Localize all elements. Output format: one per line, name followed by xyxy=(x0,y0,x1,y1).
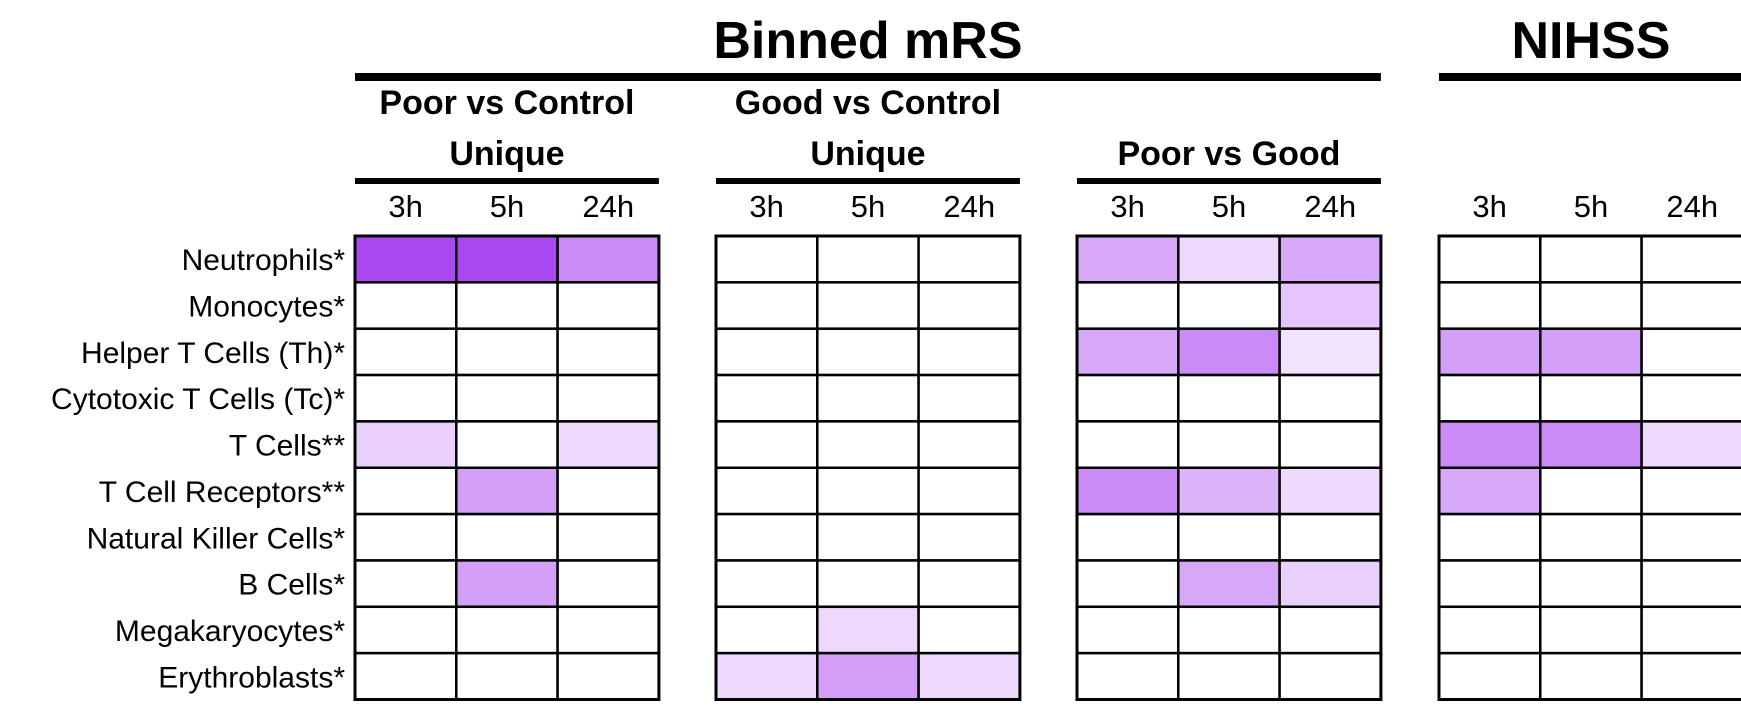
heatmap-cell xyxy=(1540,560,1641,606)
column-tick-label: 3h xyxy=(388,189,423,224)
heatmap-cell xyxy=(919,607,1020,653)
heatmap-cell xyxy=(1642,560,1741,606)
row-label: Monocytes* xyxy=(188,290,345,324)
heatmap-cell xyxy=(1540,236,1641,282)
column-tick-label: 5h xyxy=(489,189,525,224)
heatmap-cell xyxy=(817,236,918,282)
heatmap-cell xyxy=(919,514,1020,560)
heatmap-cell xyxy=(1178,421,1279,467)
heatmap-cell xyxy=(1077,421,1178,467)
heatmap-cell xyxy=(558,282,659,328)
column-tick-label: 5h xyxy=(850,189,886,224)
panel-subtitle: Poor vs Good xyxy=(1117,135,1341,173)
column-tick-label: 5h xyxy=(1211,189,1247,224)
heatmap-cell xyxy=(817,329,918,375)
heatmap-cell xyxy=(716,514,817,560)
heatmap-cell xyxy=(1642,607,1741,653)
heatmap-cell xyxy=(1280,282,1381,328)
heatmap-cell xyxy=(355,282,456,328)
heatmap-cell xyxy=(355,468,456,514)
heatmap-cell xyxy=(1280,375,1381,421)
heatmap-cell xyxy=(817,468,918,514)
column-tick-label: 5h xyxy=(1573,189,1609,224)
heatmap-cell xyxy=(716,236,817,282)
heatmap-cell xyxy=(817,653,918,699)
heatmap-cell xyxy=(1178,468,1279,514)
heatmap-cell xyxy=(1642,236,1741,282)
heatmap-cell xyxy=(1077,375,1178,421)
heatmap-cell xyxy=(919,236,1020,282)
heatmap-cell xyxy=(1540,375,1641,421)
heatmap-cell xyxy=(1439,236,1540,282)
heatmap-cell xyxy=(1077,560,1178,606)
heatmap-cell xyxy=(1540,514,1641,560)
heatmap-cell xyxy=(716,560,817,606)
heatmap-cell xyxy=(716,282,817,328)
panel-subtitle: Unique xyxy=(449,135,565,173)
heatmap-cell xyxy=(817,375,918,421)
heatmap-cell xyxy=(1540,282,1641,328)
heatmap-cell xyxy=(1439,421,1540,467)
panel-subtitle: Unique xyxy=(810,135,926,173)
heatmap-cell xyxy=(1178,375,1279,421)
row-label: B Cells* xyxy=(238,568,345,602)
heatmap-cell xyxy=(1280,236,1381,282)
row-label: Helper T Cells (Th)* xyxy=(81,336,345,370)
heatmap-cell xyxy=(558,560,659,606)
panel-subtitle: Poor vs Control xyxy=(379,84,635,122)
heatmap-cell xyxy=(716,375,817,421)
heatmap-cell xyxy=(1439,607,1540,653)
heatmap-cell xyxy=(355,514,456,560)
heatmap-cell xyxy=(1077,514,1178,560)
column-tick-label: 3h xyxy=(1472,189,1507,224)
column-tick-label: 24h xyxy=(943,189,996,224)
heatmap-cell xyxy=(1642,329,1741,375)
heatmap-cell xyxy=(1077,236,1178,282)
heatmap-cell xyxy=(1642,653,1741,699)
row-label: Neutrophils* xyxy=(181,244,345,278)
heatmap-cell xyxy=(1540,607,1641,653)
heatmap-cell xyxy=(716,468,817,514)
heatmap-cell xyxy=(1540,421,1641,467)
heatmap-cell xyxy=(817,560,918,606)
heatmap-cell xyxy=(716,421,817,467)
heatmap-cell xyxy=(355,375,456,421)
heatmap-cell xyxy=(355,653,456,699)
heatmap-cell xyxy=(355,421,456,467)
heatmap-cell xyxy=(1280,468,1381,514)
group-title: Binned mRS xyxy=(713,12,1023,70)
heatmap-cell xyxy=(1178,329,1279,375)
heatmap-cell xyxy=(355,236,456,282)
group-title: NIHSS xyxy=(1511,12,1671,70)
row-label: T Cells** xyxy=(228,429,345,463)
heatmap-cell xyxy=(919,421,1020,467)
heatmap-cell xyxy=(558,236,659,282)
column-tick-label: 24h xyxy=(1666,189,1719,224)
heatmap-cell xyxy=(558,329,659,375)
heatmap-cell xyxy=(1280,421,1381,467)
heatmap-cell xyxy=(1178,236,1279,282)
heatmap-cell xyxy=(456,329,557,375)
heatmap-cell xyxy=(456,282,557,328)
heatmap-cell xyxy=(1439,282,1540,328)
heatmap-cell xyxy=(1642,282,1741,328)
heatmap-cell xyxy=(817,421,918,467)
column-tick-label: 3h xyxy=(1110,189,1145,224)
heatmap-cell xyxy=(1077,282,1178,328)
heatmap-cell xyxy=(355,329,456,375)
heatmap-cell xyxy=(1439,653,1540,699)
heatmap-cell xyxy=(1540,653,1641,699)
heatmap-cell xyxy=(716,653,817,699)
heatmap-cell xyxy=(919,653,1020,699)
heatmap-cell xyxy=(1280,653,1381,699)
heatmap-cell xyxy=(355,560,456,606)
heatmap-cell xyxy=(1439,375,1540,421)
heatmap-cell xyxy=(1077,468,1178,514)
heatmap-cell xyxy=(456,514,557,560)
heatmap-cell xyxy=(1280,607,1381,653)
heatmap-cell xyxy=(1642,375,1741,421)
heatmap-cell xyxy=(1439,514,1540,560)
heatmap-cell xyxy=(919,468,1020,514)
column-tick-label: 24h xyxy=(582,189,635,224)
heatmap-cell xyxy=(716,607,817,653)
row-label: T Cell Receptors** xyxy=(98,475,345,509)
heatmap-cell xyxy=(919,375,1020,421)
heatmap-cell xyxy=(919,282,1020,328)
heatmap-cell xyxy=(558,468,659,514)
heatmap-cell xyxy=(1280,514,1381,560)
row-label: Megakaryocytes* xyxy=(114,614,345,648)
panel-subtitle: Good vs Control xyxy=(734,84,1002,122)
heatmap-cell xyxy=(1642,514,1741,560)
heatmap-cell xyxy=(355,607,456,653)
heatmap-cell xyxy=(558,653,659,699)
heatmap-cell xyxy=(456,236,557,282)
heatmap-cell xyxy=(456,421,557,467)
heatmap-cell xyxy=(1178,560,1279,606)
heatmap-cell xyxy=(558,421,659,467)
heatmap-cell xyxy=(456,468,557,514)
heatmap-cell xyxy=(817,607,918,653)
heatmap-cell xyxy=(716,329,817,375)
heatmap-cell xyxy=(1540,468,1641,514)
heatmap-cell xyxy=(817,514,918,560)
heatmap-cell xyxy=(1280,329,1381,375)
heatmap-cell xyxy=(1178,514,1279,560)
heatmap-cell xyxy=(1439,560,1540,606)
heatmap-cell xyxy=(456,607,557,653)
heatmap-cell xyxy=(1280,560,1381,606)
heatmap-cell xyxy=(1178,653,1279,699)
heatmap-cell xyxy=(1178,282,1279,328)
heatmap-cell xyxy=(1439,468,1540,514)
heatmap-cell xyxy=(456,375,557,421)
heatmap-cell xyxy=(558,375,659,421)
heatmap-cell xyxy=(919,560,1020,606)
column-tick-label: 24h xyxy=(1304,189,1357,224)
heatmap-cell xyxy=(456,560,557,606)
heatmap-cell xyxy=(919,329,1020,375)
heatmap-cell xyxy=(1077,329,1178,375)
column-tick-label: 3h xyxy=(749,189,784,224)
heatmap-cell xyxy=(1077,653,1178,699)
heatmap-cell xyxy=(1439,329,1540,375)
heatmap-cell xyxy=(456,653,557,699)
heatmap-cell xyxy=(558,607,659,653)
heatmap-cell xyxy=(1178,607,1279,653)
heatmap-cell xyxy=(558,514,659,560)
row-label: Natural Killer Cells* xyxy=(86,522,345,556)
heatmap-cell xyxy=(817,282,918,328)
heatmap-cell xyxy=(1642,468,1741,514)
heatmap-cell xyxy=(1077,607,1178,653)
heatmap-cell xyxy=(1540,329,1641,375)
heatmap-cell xyxy=(1642,421,1741,467)
row-label: Cytotoxic T Cells (Tc)* xyxy=(51,383,345,417)
row-label: Erythroblasts* xyxy=(158,661,345,695)
